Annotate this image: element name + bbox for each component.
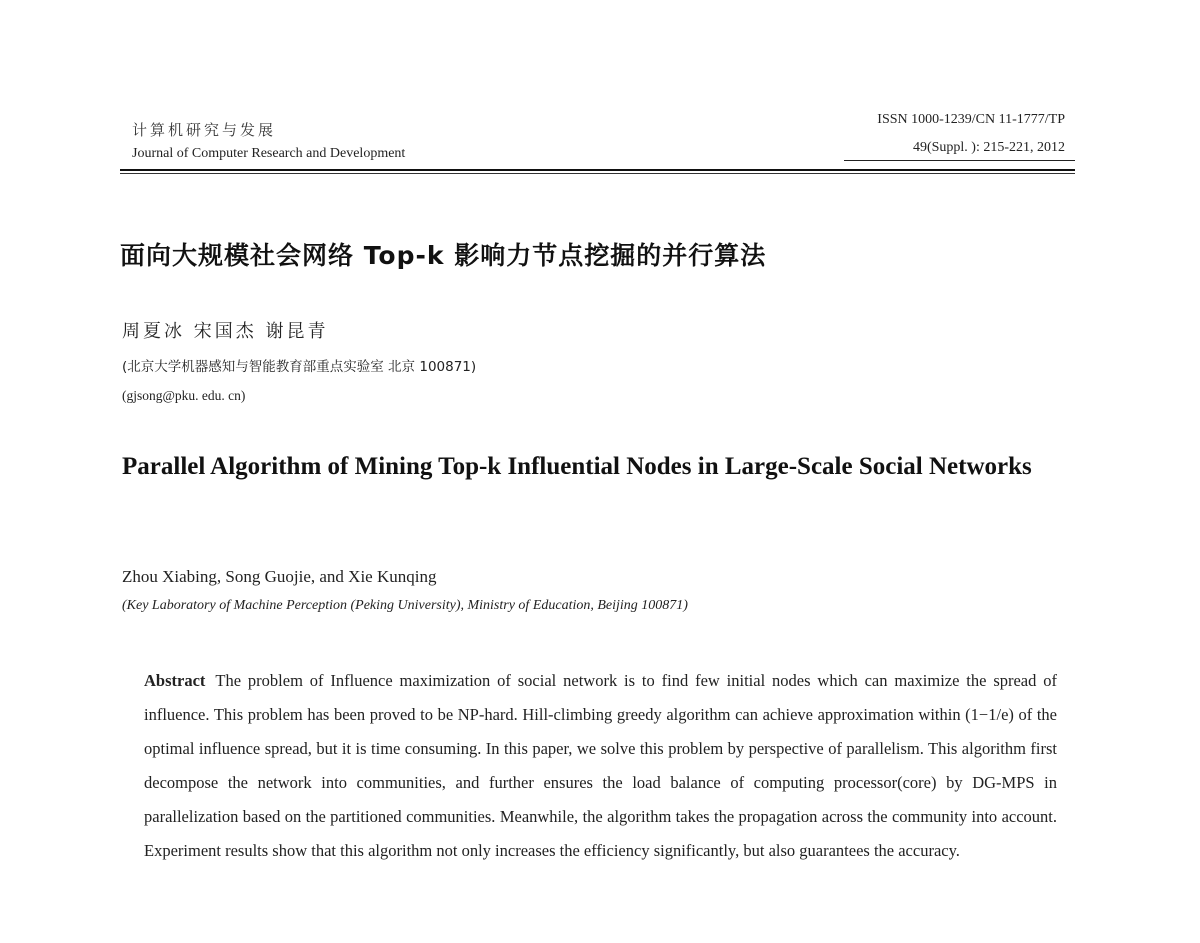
header-rule-thick bbox=[120, 169, 1075, 171]
abstract-text: The problem of Influence maximization of social network is to find few initial nodes which can maximize the spread of influence. This problem has been proved to be NP-hard. Hill-climbing greedy algorithm can achieve approximation within (1−1/e) of the optimal influence spread, but it is time consuming. In this paper, we solve this problem by perspective of parallelism. This algorithm first decompose the network into communities, and further ensures the load balance of computing processor(core) by DG-MPS in parallelization based on the partitioned communities. Meanwhile, the algorithm takes the propagation across the community into account. Experiment results show that this algorithm not only increases the efficiency significantly, but also guarantees the accuracy. bbox=[144, 671, 1057, 860]
abstract-label: Abstract bbox=[144, 671, 206, 690]
journal-header bbox=[120, 110, 1075, 174]
authors-en: Zhou Xiabing, Song Guojie, and Xie Kunqing bbox=[122, 567, 437, 586]
title-cn: 面向大规模社会网络 Top-k 影响力节点挖掘的并行算法 bbox=[120, 241, 767, 270]
journal-name-en: Journal of Computer Research and Development bbox=[132, 146, 406, 161]
authors-cn: 周夏冰 宋国杰 谢昆青 bbox=[122, 321, 329, 342]
email-cn: (gjsong@pku. edu. cn) bbox=[122, 388, 246, 403]
header-rule-thin bbox=[120, 173, 1075, 174]
header-rule-short bbox=[844, 160, 1075, 161]
journal-name-cn: 计算机研究与发展 bbox=[132, 121, 277, 139]
volume-line: 49(Suppl. ): 215-221, 2012 bbox=[912, 140, 1065, 155]
affiliation-en: (Key Laboratory of Machine Perception (Peking University), Ministry of Education, Beijing 100871) bbox=[122, 598, 688, 613]
issn-line: ISSN 1000-1239/CN 11-1777/TP bbox=[877, 112, 1065, 127]
abstract bbox=[144, 664, 1057, 868]
affiliation-cn: (北京大学机器感知与智能教育部重点实验室 北京 100871) bbox=[122, 359, 477, 375]
title-en: Parallel Algorithm of Mining Top-k Influential Nodes in Large-Scale Social Networks bbox=[122, 453, 1032, 480]
